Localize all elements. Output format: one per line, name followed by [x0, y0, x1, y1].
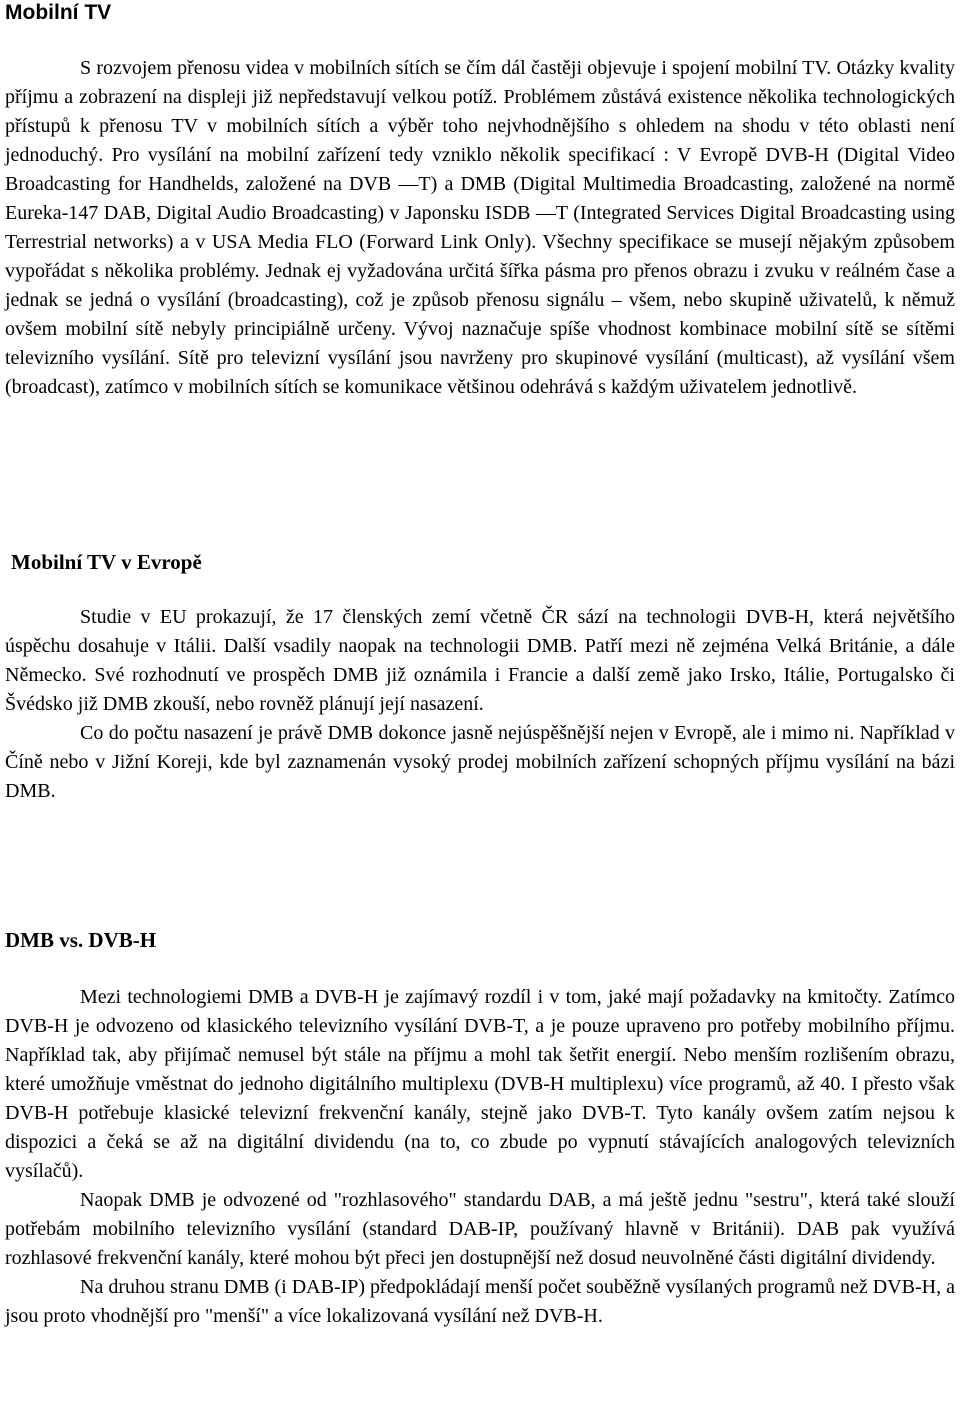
paragraph: S rozvojem přenosu videa v mobilních sítích se čím dál častěji objevuje i spojení mobilní TV. Otázky kvality příjmu a zobrazení na displeji již nepředstavují velkou potíž. Problémem zůstává existence několika technologických přístupů k přenosu TV v mobilních sítích a výběr toho nejvhodnějšího s ohledem na shodu v této oblasti není jednoduchý. Pro vysílání na mobilní zařízení tedy vzniklo několik specifikací : V Evropě DVB-H (Digital Video Broadcasting for Handhelds, založené na DVB —T) a DMB (Digital Multimedia Broadcasting, založené na normě Eureka-147 DAB, Digital Audio Broadcasting) v Japonsku ISDB —T (Integrated Services Digital Broadcasting using Terrestrial networks) a v USA Media FLO (Forward Link Only). Všechny specifikace se musejí nějakým způsobem vypořádat s několika problémy. Jednak ej vyžadována určitá šířka pásma pro přenos obrazu i zvuku v reálném čase a jednak se jedná o vysílání (broadcasting), což je způsob přenosu signálu – všem, nebo skupině uživatelů, k němuž ovšem mobilní sítě nebyly principiálně určeny. Vývoj naznačuje spíše vhodnost kombinace mobilní sítě se sítěmi televizního vysílání. Sítě pro televizní vysílání jsou navrženy pro skupinové vysílání (multicast), až vysílání všem (broadcast), zatímco v mobilních sítích se komunikace většinou odehrává s každým uživatelem jednotlivě. [5, 57, 955, 398]
paragraph: Na druhou stranu DMB (i DAB-IP) předpokládají menší počet souběžně vysílaných programů než DVB-H, a jsou proto vhodnější pro "menší" a více lokalizovaná vysílání než DVB-H. [5, 1276, 955, 1327]
section-body-mobilni-tv [5, 54, 955, 402]
paragraph: Mezi technologiemi DMB a DVB-H je zajímavý rozdíl i v tom, jaké mají požadavky na kmitočty. Zatímco DVB-H je odvozeno od klasického televizního vysílání DVB-T, a je pouze upraveno pro potřeby mobilního příjmu. Například tak, aby přijímač nemusel být stále na příjmu a mohl tak šetřit energií. Nebo menším rozlišením obrazu, které umožňuje vměstnat do jednoho digitálního multiplexu (DVB-H multiplexu) více programů, až 40. I přesto však DVB-H potřebuje klasické televizní frekvenční kanály, stejně jako DVB-T. Tyto kanály ovšem zatím nejsou k dispozici a čeká se až na digitální dividendu (na to, co zbude po vypnutí stávajících analogových televizních vysílačů). [5, 986, 955, 1182]
paragraph: Naopak DMB je odvozené od "rozhlasového" standardu DAB, a má ještě jednu "sestru", která také slouží potřebám mobilního televizního vysílání (standard DAB-IP, používaný hlavně v Británii). DAB pak využívá rozhlasové frekvenční kanály, které mohou být přeci jen dostupnější než dosud neuvolněné části digitální dividendy. [5, 1189, 955, 1269]
section-title-mobilni-tv: Mobilní TV [5, 1, 112, 24]
section-title-dmb-vs-dvb-h: DMB vs. DVB-H [5, 928, 157, 952]
section-title-mobilni-tv-v-evrope: Mobilní TV v Evropě [11, 550, 202, 574]
section-body-mobilni-tv-v-evrope [5, 603, 955, 806]
paragraph: Studie v EU prokazují, že 17 členských zemí včetně ČR sází na technologii DVB-H, která největšího úspěchu dosahuje v Itálii. Další vsadily naopak na technologii DMB. Patří mezi ně zejména Velká Británie, a dále Německo. Své rozhodnutí ve prospěch DMB již oznámila i Francie a další země jako Irsko, Itálie, Portugalsko či Švédsko již DMB zkouší, nebo rovněž plánují její nasazení. [5, 606, 955, 715]
section-body-dmb-vs-dvb-h [5, 983, 955, 1331]
paragraph: Co do počtu nasazení je právě DMB dokonce jasně nejúspěšnější nejen v Evropě, ale i mimo ni. Například v Číně nebo v Jižní Koreji, kde byl zaznamenán vysoký prodej mobilních zařízení schopných příjmu vysílání na bázi DMB. [5, 722, 955, 802]
